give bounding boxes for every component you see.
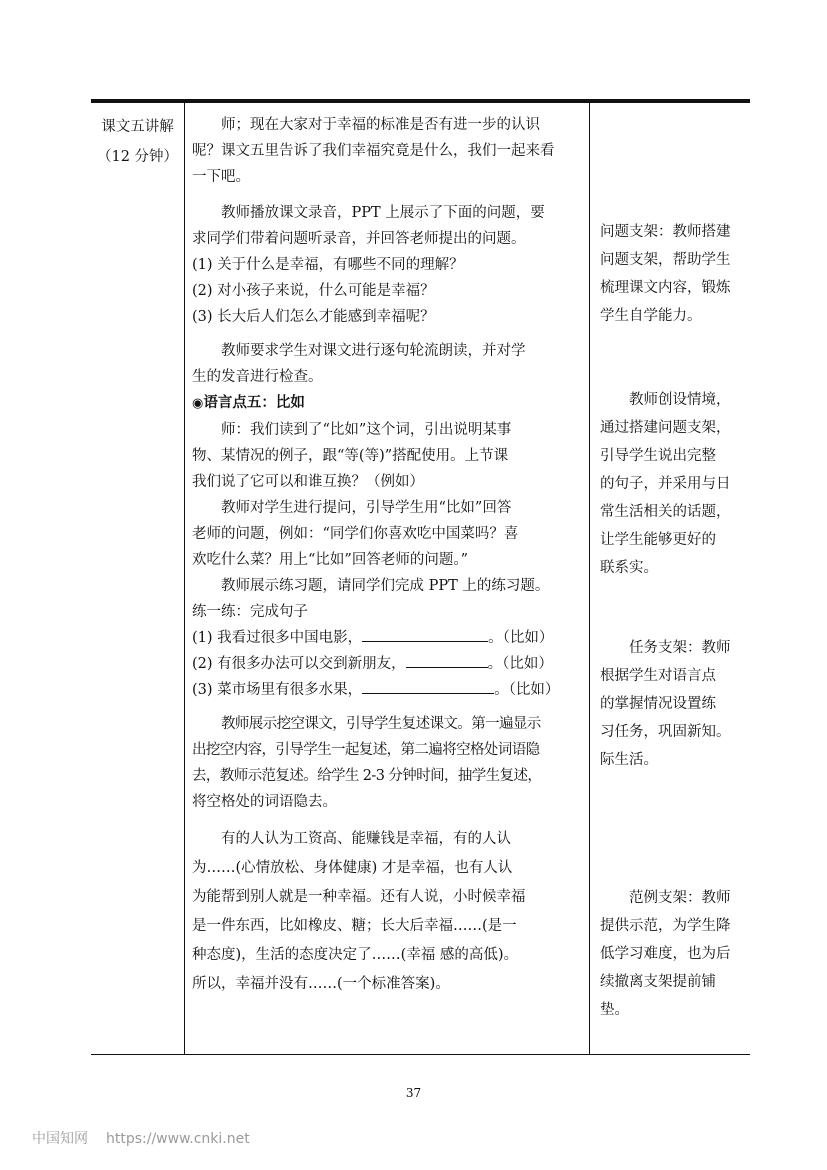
question-item: (3) 长大后人们怎么才能感到幸福呢？: [192, 309, 435, 325]
passage-line: 为……(心情放松、身体健康) 才是幸福，也有人认: [192, 860, 513, 876]
exercise-item: (3) 菜市场里有很多水果， 。（比如）: [192, 677, 589, 703]
content-cell: [192, 112, 589, 999]
note-question-scaffold: 问题支架：教师搭建 问题支架，帮助学生 梳理课文内容，锻炼 学生自学能力。: [600, 224, 731, 324]
column-divider-1: [184, 103, 185, 1054]
exercise-item: (2) 有很多办法可以交到新朋友， 。（比如）: [192, 651, 589, 677]
watermark-footer: [32, 1128, 250, 1148]
table-top-rule: [91, 99, 750, 103]
exercise-intro-line: 教师展示练习题，请同学们完成 PPT 上的练习题。: [221, 578, 550, 594]
section-cell: [91, 112, 184, 172]
language-point-title: 语言点五：比如: [203, 394, 305, 411]
ask-line: 老师的问题，例如：“同学们你喜欢吃中国菜吗？喜: [192, 526, 519, 542]
cnki-brand: 中国知网: [32, 1131, 88, 1147]
passage-line: 为能帮到别人就是一种幸福。还有人说，小时候幸福: [192, 889, 526, 905]
retell-line: 去，教师示范复述。给学生 2-3 分钟时间，抽学生复述，: [192, 768, 542, 784]
note-task-scaffold: 任务支架：教师 根据学生对语言点 的掌握情况设置练 习任务，巩固新知。 际生活。: [600, 640, 731, 768]
audio-line: 求同学们带着问题听录音，并回答老师提出的问题。: [192, 231, 526, 247]
retell-line: 教师展示挖空课文，引导学生复述课文。第一遍显示: [221, 716, 541, 732]
retell-line: 出挖空内容，引导学生一起复述，第二遍将空格处词语隐: [192, 742, 540, 758]
table-bottom-rule: [91, 1054, 750, 1055]
answer-blank: [362, 678, 494, 694]
passage-line: 有的人认为工资高、能赚钱是幸福，有的人认: [221, 831, 511, 847]
reading-line: 教师要求学生对课文进行逐句轮流朗读，并对学: [221, 343, 526, 359]
answer-blank: [406, 652, 488, 668]
explain-line: 师：我们读到了“比如”这个词，引出说明某事: [221, 422, 512, 438]
answer-blank: [362, 626, 488, 642]
intro-line: 师；现在大家对于幸福的标准是否有进一步的认识: [221, 117, 540, 133]
cnki-url: https://www.cnki.net: [106, 1131, 250, 1147]
column-divider-2: [589, 103, 590, 1054]
reading-line: 生的发音进行检查。: [192, 369, 323, 385]
explain-line: 我们说了它可以和谁互换？（例如）: [192, 474, 424, 490]
section-title: 课文五讲解: [101, 119, 174, 135]
language-point-heading: [192, 390, 589, 417]
audio-line: 教师播放课文录音，PPT 上展示了下面的问题，要: [221, 205, 545, 221]
passage-line: 是一件东西，比如橡皮、糖；长大后幸福……(是一: [192, 918, 517, 934]
intro-line: 一下吧。: [192, 169, 250, 185]
retell-line: 将空格处的词语隐去。: [192, 794, 337, 810]
bullet-icon: ◉: [192, 396, 204, 411]
intro-line: 呢？课文五里告诉了我们幸福究竟是什么，我们一起来看: [192, 143, 555, 159]
question-item: (2) 对小孩子来说，什么可能是幸福？: [192, 283, 435, 299]
passage-line: 所以，幸福并没有……(一个标准答案)。: [192, 976, 450, 992]
ask-line: 欢吃什么菜？用上“比如”回答老师的问题。”: [192, 552, 468, 568]
question-item: (1) 关于什么是幸福，有哪些不同的理解？: [192, 257, 464, 273]
note-example-scaffold: 范例支架：教师 提供示范，为学生降 低学习难度，也为后 续撤离支架提前铺 垫。: [600, 890, 731, 1018]
exercise-intro-line: 练一练：完成句子: [192, 604, 308, 620]
ask-line: 教师对学生进行提问，引导学生用“比如”回答: [221, 500, 512, 516]
exercise-item: (1) 我看过很多中国电影， 。（比如）: [192, 625, 589, 651]
passage-line: 种态度)，生活的态度决定了……(幸福 感的高低)。: [192, 947, 519, 963]
note-situation-scaffold: 教师创设情境， 通过搭建问题支架， 引导学生说出完整 的句子，并采用与日 常生活相关的话题， 让学生能够更好的 联系实。: [600, 392, 731, 576]
explain-line: 物、某情况的例子，跟“等(等)”搭配使用。上节课: [192, 448, 509, 464]
section-duration: （12 分钟）: [96, 149, 179, 165]
page-number: 37: [405, 1086, 422, 1100]
